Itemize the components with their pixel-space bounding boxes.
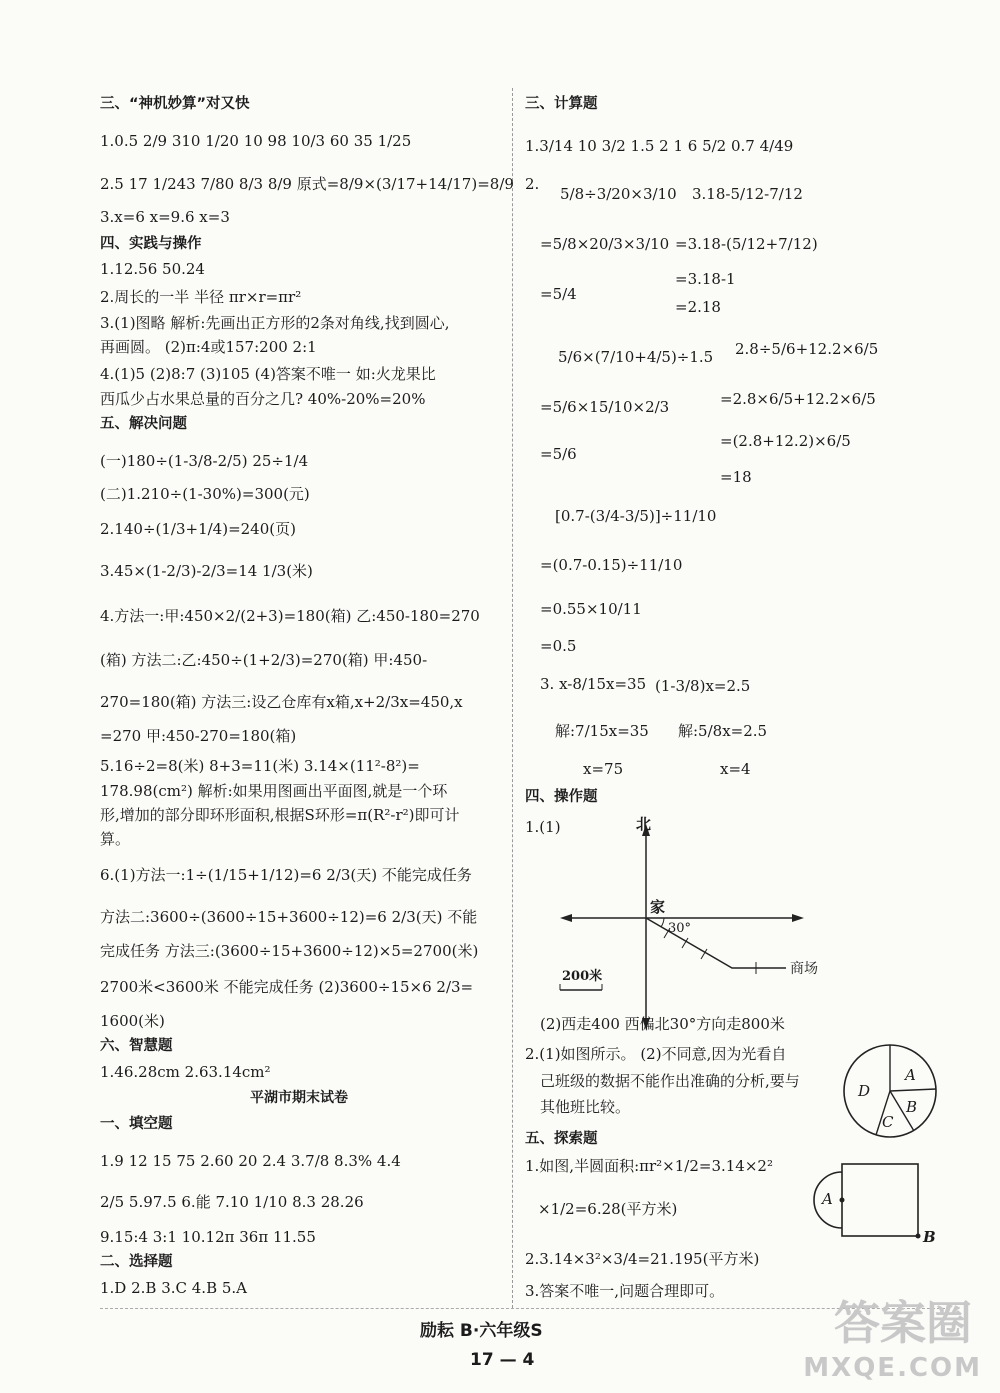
footer-brand: 励耘 B·六年级S <box>420 1321 543 1341</box>
pie-label-a: A <box>905 1066 916 1084</box>
answer-line: 3.x=6 x=9.6 x=3 <box>100 208 230 226</box>
answer-line: 178.98(cm²) 解析:如果用图画出平面图,就是一个环 <box>100 782 448 800</box>
square-outline <box>842 1164 918 1236</box>
answer-line: 3.45×(1-2/3)-2/3=14 1/3(米) <box>100 562 313 580</box>
answer-line: 2/5 5.97.5 6.能 7.10 1/10 8.3 28.26 <box>100 1193 364 1211</box>
answer-line: (二)1.210÷(1-30%)=300(元) <box>100 485 310 503</box>
answer-line: 1.0.5 2/9 310 1/20 10 98 10/3 60 35 1/25 <box>100 132 412 150</box>
answer-line: 1.12.56 50.24 <box>100 260 205 278</box>
calc-step: =5/4 <box>540 285 577 303</box>
answer-line: 形,增加的部分即环形面积,根据S环形=π(R²-r²)即可计 <box>100 806 460 824</box>
answer-line: 其他班比较。 <box>540 1098 631 1116</box>
calc-step: 2.8÷5/6+12.2×6/5 <box>735 340 879 358</box>
equation-step: x=4 <box>720 760 751 778</box>
watermark-logo: 答案圈 <box>834 1296 972 1350</box>
equation-step: (1-3/8)x=2.5 <box>655 677 751 695</box>
calc-step: 5/6×(7/10+4/5)÷1.5 <box>558 348 714 366</box>
calc-step: =5/6×15/10×2/3 <box>540 398 670 416</box>
answer-line: 3.(1)图略 解析:先画出正方形的2条对角线,找到圆心, <box>100 314 450 332</box>
calc-step: =18 <box>720 468 752 486</box>
answer-line: (2)西走400 西偏北30°方向走800米 <box>540 1015 785 1033</box>
section-heading: 六、智慧题 <box>100 1038 173 1054</box>
answer-line: 1600(米) <box>100 1012 165 1030</box>
route-path <box>646 918 786 968</box>
equation-step: 解:7/15x=35 <box>555 722 649 740</box>
answer-line: 己班级的数据不能作出准确的分析,要与 <box>540 1072 800 1090</box>
answer-line: 2.周长的一半 半径 πr×r=πr² <box>100 288 302 306</box>
point-a-marker <box>840 1198 845 1203</box>
section-heading: 三、计算题 <box>525 96 598 112</box>
answer-line: 1.46.28cm 2.63.14cm² <box>100 1063 271 1081</box>
section-heading: 四、实践与操作 <box>100 236 202 252</box>
pie-divider <box>890 1089 936 1091</box>
answer-line: 1.如图,半圆面积:πr²×1/2=3.14×2² <box>525 1157 773 1175</box>
page-number: 17 — 4 <box>470 1350 535 1370</box>
answer-line: 1.3/14 10 3/2 1.5 2 1 6 5/2 0.7 4/49 <box>525 137 794 155</box>
calc-step: =5/6 <box>540 445 577 463</box>
map-home-label: 家 <box>650 898 666 916</box>
section-heading: 五、探索题 <box>525 1131 598 1147</box>
answer-line: (一)180÷(1-3/8-2/5) 25÷1/4 <box>100 452 309 470</box>
section-heading: 二、选择题 <box>100 1254 173 1270</box>
figure-label-a: A <box>822 1190 833 1208</box>
west-arrow <box>560 914 572 922</box>
column-divider <box>512 88 513 1308</box>
answer-line: 2700米<3600米 不能完成任务 (2)3600÷15×6 2/3= <box>100 978 474 996</box>
calc-step: =3.18-1 <box>675 270 736 288</box>
answer-line: 2.3.14×3²×3/4=21.195(平方米) <box>525 1250 760 1268</box>
answer-line: 1.9 12 15 75 2.60 20 2.4 3.7/8 8.3% 4.4 <box>100 1152 401 1170</box>
section-heading: 五、解决问题 <box>100 416 187 432</box>
answer-line: 270=180(箱) 方法三:设乙仓库有x箱,x+2/3x=450,x <box>100 693 463 711</box>
answer-line: 9.15:4 3:1 10.12π 36π 11.55 <box>100 1228 316 1246</box>
answer-line: 1.D 2.B 3.C 4.B 5.A <box>100 1279 248 1297</box>
calc-step: =5/8×20/3×3/10 <box>540 235 670 253</box>
pie-label-c: C <box>882 1113 894 1131</box>
footer-rule <box>100 1308 950 1309</box>
answer-line: 2. <box>525 175 540 193</box>
equation-step: x=75 <box>583 760 624 778</box>
exam-title: 平湖市期末试卷 <box>250 1090 348 1106</box>
answer-line: 方法二:3600÷(3600÷15+3600÷12)=6 2/3(天) 不能 <box>100 908 478 926</box>
figure-label-b: B <box>923 1228 936 1246</box>
section-heading: 四、操作题 <box>525 789 598 805</box>
point-b-marker <box>916 1234 921 1239</box>
calc-step: =2.8×6/5+12.2×6/5 <box>720 390 876 408</box>
answer-line: 4.(1)5 (2)8:7 (3)105 (4)答案不唯一 如:火龙果比 <box>100 365 436 383</box>
calc-step: =0.55×10/11 <box>540 600 642 618</box>
answer-line: 2.(1)如图所示。 (2)不同意,因为光看自 <box>525 1045 787 1063</box>
answer-line: =270 甲:450-270=180(箱) <box>100 727 297 745</box>
equation-step: 解:5/8x=2.5 <box>678 722 768 740</box>
answer-line: 再画圆。 (2)π:4或157:200 2:1 <box>100 338 317 356</box>
east-arrow <box>792 914 804 922</box>
answer-line: 算。 <box>100 830 131 848</box>
section-heading: 三、“神机妙算”对又快 <box>100 96 250 112</box>
map-angle-label: 30° <box>668 921 692 936</box>
map-mall-label: 商场 <box>790 961 818 977</box>
calc-step: =3.18-(5/12+7/12) <box>675 235 818 253</box>
calc-step: =0.5 <box>540 637 577 655</box>
answer-line: 6.(1)方法一:1÷(1/15+1/12)=6 2/3(天) 不能完成任务 <box>100 866 472 884</box>
calc-step: =(2.8+12.2)×6/5 <box>720 432 851 450</box>
answer-line: ×1/2=6.28(平方米) <box>538 1200 678 1218</box>
calc-step: 3.18-5/12-7/12 <box>692 185 803 203</box>
section-heading: 一、填空题 <box>100 1116 173 1132</box>
calc-step: =2.18 <box>675 298 721 316</box>
answer-line: 4.方法一:甲:450×2/(2+3)=180(箱) 乙:450-180=270 <box>100 607 480 625</box>
pie-label-d: D <box>858 1082 871 1100</box>
angle-arc <box>661 918 664 927</box>
calc-step: =(0.7-0.15)÷11/10 <box>540 556 683 574</box>
calc-step: 5/8÷3/20×3/10 <box>560 185 677 203</box>
answer-line: 1.(1) <box>525 818 561 836</box>
watermark-url: MXQE.COM <box>803 1353 982 1383</box>
answer-line: 2.5 17 1/243 7/80 8/3 8/9 原式=8/9×(3/17+14/17)=8/9 <box>100 175 514 193</box>
answer-line: (箱) 方法二:乙:450÷(1+2/3)=270(箱) 甲:450- <box>100 651 428 669</box>
direction-map-figure <box>560 810 830 1030</box>
map-north-label: 北 <box>636 815 652 833</box>
map-scale-label: 200米 <box>562 969 603 984</box>
calc-step: [0.7-(3/4-3/5)]÷11/10 <box>555 507 717 525</box>
answer-line: 西瓜少占水果总量的百分之几? 40%-20%=20% <box>100 390 426 408</box>
answer-line: 5.16÷2=8(米) 8+3=11(米) 3.14×(11²-8²)= <box>100 757 420 775</box>
answer-line: 2.140÷(1/3+1/4)=240(页) <box>100 520 296 538</box>
answer-line: 完成任务 方法三:(3600÷15+3600÷12)×5=2700(米) <box>100 942 479 960</box>
answer-line: 3.答案不唯一,问题合理即可。 <box>525 1282 725 1300</box>
pie-label-b: B <box>906 1098 918 1116</box>
equation-step: 3. x-8/15x=35 <box>540 675 647 693</box>
